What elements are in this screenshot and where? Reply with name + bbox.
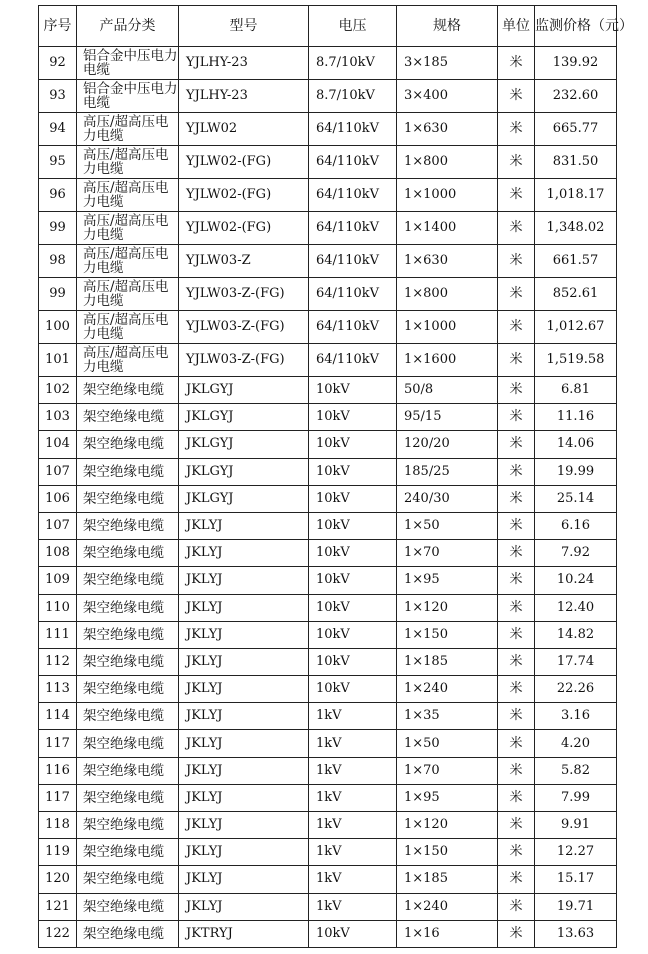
cell-category: 架空绝缘电缆 — [77, 621, 179, 648]
table-row — [39, 311, 617, 344]
cell-unit: 米 — [498, 47, 535, 80]
table-row — [39, 146, 617, 179]
cell-spec: 1×800 — [397, 146, 498, 179]
cell-price: 13.63 — [535, 920, 617, 947]
cell-unit: 米 — [498, 540, 535, 567]
cell-no: 121 — [39, 893, 77, 920]
cell-category: 架空绝缘电缆 — [77, 377, 179, 404]
cell-no: 103 — [39, 404, 77, 431]
cell-model: YJLW03-Z-(FG) — [179, 311, 309, 344]
cell-voltage: 1kV — [309, 812, 397, 839]
cell-unit: 米 — [498, 920, 535, 947]
cell-category: 架空绝缘电缆 — [77, 485, 179, 512]
cell-no: 117 — [39, 730, 77, 757]
cell-unit: 米 — [498, 757, 535, 784]
cell-price: 12.27 — [535, 839, 617, 866]
cell-unit: 米 — [498, 839, 535, 866]
cell-unit: 米 — [498, 431, 535, 458]
cell-price: 11.16 — [535, 404, 617, 431]
cell-spec: 1×1000 — [397, 311, 498, 344]
cell-voltage: 64/110kV — [309, 113, 397, 146]
cell-voltage: 10kV — [309, 567, 397, 594]
cell-voltage: 10kV — [309, 431, 397, 458]
table-row — [39, 703, 617, 730]
cell-price: 6.16 — [535, 512, 617, 539]
cell-category: 架空绝缘电缆 — [77, 866, 179, 893]
cell-voltage: 10kV — [309, 458, 397, 485]
cell-unit: 米 — [498, 404, 535, 431]
header-spec: 规格 — [397, 6, 498, 47]
cell-model: YJLW03-Z-(FG) — [179, 278, 309, 311]
table-row — [39, 567, 617, 594]
table-row — [39, 730, 617, 757]
cell-spec: 1×150 — [397, 621, 498, 648]
table-row — [39, 621, 617, 648]
table-row — [39, 540, 617, 567]
cell-spec: 1×630 — [397, 113, 498, 146]
cell-price: 19.99 — [535, 458, 617, 485]
cell-model: JKLYJ — [179, 648, 309, 675]
cell-voltage: 64/110kV — [309, 311, 397, 344]
table-row — [39, 344, 617, 377]
table-row — [39, 893, 617, 920]
cell-category: 架空绝缘电缆 — [77, 648, 179, 675]
cell-model: JKLYJ — [179, 812, 309, 839]
cell-model: YJLW03-Z-(FG) — [179, 344, 309, 377]
cell-voltage: 10kV — [309, 648, 397, 675]
cell-voltage: 10kV — [309, 377, 397, 404]
cell-spec: 1×35 — [397, 703, 498, 730]
cell-price: 1,519.58 — [535, 344, 617, 377]
cell-spec: 1×240 — [397, 676, 498, 703]
cell-model: JKLYJ — [179, 594, 309, 621]
cell-price: 14.06 — [535, 431, 617, 458]
cell-voltage: 1kV — [309, 703, 397, 730]
cell-no: 110 — [39, 594, 77, 621]
cell-voltage: 10kV — [309, 676, 397, 703]
cell-category: 铝合金中压电力电缆 — [77, 80, 179, 113]
header-unit: 单位 — [498, 6, 535, 47]
cell-unit: 米 — [498, 812, 535, 839]
table-row — [39, 278, 617, 311]
cell-no: 108 — [39, 540, 77, 567]
cell-voltage: 1kV — [309, 757, 397, 784]
cell-unit: 米 — [498, 278, 535, 311]
cell-price: 12.40 — [535, 594, 617, 621]
cell-model: JKLYJ — [179, 839, 309, 866]
cell-no: 94 — [39, 113, 77, 146]
cell-unit: 米 — [498, 80, 535, 113]
cell-no: 117 — [39, 784, 77, 811]
table-row — [39, 212, 617, 245]
cell-category: 架空绝缘电缆 — [77, 404, 179, 431]
cell-unit: 米 — [498, 146, 535, 179]
cell-no: 101 — [39, 344, 77, 377]
cell-category: 高压/超高压电力电缆 — [77, 344, 179, 377]
table-row — [39, 113, 617, 146]
cell-voltage: 64/110kV — [309, 179, 397, 212]
table-row — [39, 485, 617, 512]
cell-category: 架空绝缘电缆 — [77, 839, 179, 866]
cell-spec: 1×120 — [397, 594, 498, 621]
cell-voltage: 8.7/10kV — [309, 80, 397, 113]
cell-category: 架空绝缘电缆 — [77, 812, 179, 839]
cell-spec: 240/30 — [397, 485, 498, 512]
header-category: 产品分类 — [77, 6, 179, 47]
cell-spec: 1×1600 — [397, 344, 498, 377]
cell-model: JKLYJ — [179, 703, 309, 730]
cell-no: 122 — [39, 920, 77, 947]
cell-category: 高压/超高压电力电缆 — [77, 146, 179, 179]
cell-spec: 120/20 — [397, 431, 498, 458]
cell-unit: 米 — [498, 594, 535, 621]
header-no: 序号 — [39, 6, 77, 47]
cell-price: 14.82 — [535, 621, 617, 648]
cell-unit: 米 — [498, 512, 535, 539]
cell-price: 4.20 — [535, 730, 617, 757]
cell-voltage: 1kV — [309, 839, 397, 866]
cell-model: JKLYJ — [179, 784, 309, 811]
table-row — [39, 920, 617, 947]
cell-spec: 3×185 — [397, 47, 498, 80]
table-header — [39, 6, 633, 47]
cell-model: YJLHY-23 — [179, 47, 309, 80]
cell-unit: 米 — [498, 344, 535, 377]
cell-price: 831.50 — [535, 146, 617, 179]
table-row — [39, 404, 617, 431]
table-row — [39, 676, 617, 703]
cell-unit: 米 — [498, 676, 535, 703]
cell-voltage: 10kV — [309, 540, 397, 567]
cell-no: 118 — [39, 812, 77, 839]
table-row — [39, 594, 617, 621]
cell-spec: 1×120 — [397, 812, 498, 839]
cell-price: 665.77 — [535, 113, 617, 146]
cell-unit: 米 — [498, 245, 535, 278]
cell-spec: 1×16 — [397, 920, 498, 947]
header-voltage: 电压 — [309, 6, 397, 47]
table-row — [39, 839, 617, 866]
cell-price: 5.82 — [535, 757, 617, 784]
cell-spec: 1×1000 — [397, 179, 498, 212]
cell-spec: 1×70 — [397, 757, 498, 784]
cell-model: JKLYJ — [179, 893, 309, 920]
cell-unit: 米 — [498, 485, 535, 512]
table-row — [39, 757, 617, 784]
cell-model: JKLYJ — [179, 866, 309, 893]
cell-price: 7.99 — [535, 784, 617, 811]
cell-no: 107 — [39, 458, 77, 485]
cell-model: JKLGYJ — [179, 431, 309, 458]
header-price: 监测价格（元） — [535, 6, 617, 47]
cell-no: 112 — [39, 648, 77, 675]
table-row — [39, 866, 617, 893]
cell-model: JKLGYJ — [179, 404, 309, 431]
cell-model: JKLYJ — [179, 540, 309, 567]
cell-voltage: 1kV — [309, 730, 397, 757]
cell-voltage: 10kV — [309, 594, 397, 621]
cell-category: 架空绝缘电缆 — [77, 431, 179, 458]
cell-price: 1,018.17 — [535, 179, 617, 212]
cell-no: 93 — [39, 80, 77, 113]
cell-model: YJLW02-(FG) — [179, 212, 309, 245]
cell-unit: 米 — [498, 621, 535, 648]
cell-unit: 米 — [498, 648, 535, 675]
cell-category: 架空绝缘电缆 — [77, 730, 179, 757]
cell-no: 106 — [39, 485, 77, 512]
cell-price: 1,012.67 — [535, 311, 617, 344]
table-row — [39, 377, 617, 404]
cell-model: JKLGYJ — [179, 377, 309, 404]
cell-unit: 米 — [498, 212, 535, 245]
cell-no: 109 — [39, 567, 77, 594]
cell-category: 架空绝缘电缆 — [77, 458, 179, 485]
cell-unit: 米 — [498, 567, 535, 594]
cell-spec: 1×240 — [397, 893, 498, 920]
cell-model: JKLYJ — [179, 757, 309, 784]
cell-category: 高压/超高压电力电缆 — [77, 179, 179, 212]
cell-model: JKLYJ — [179, 512, 309, 539]
cell-voltage: 10kV — [309, 621, 397, 648]
cell-no: 95 — [39, 146, 77, 179]
cell-spec: 3×400 — [397, 80, 498, 113]
table-row — [39, 458, 617, 485]
cell-model: YJLHY-23 — [179, 80, 309, 113]
cell-spec: 1×630 — [397, 245, 498, 278]
cell-price: 6.81 — [535, 377, 617, 404]
cell-spec: 1×1400 — [397, 212, 498, 245]
cell-no: 107 — [39, 512, 77, 539]
cell-price: 25.14 — [535, 485, 617, 512]
cell-voltage: 10kV — [309, 920, 397, 947]
cell-category: 铝合金中压电力电缆 — [77, 47, 179, 80]
table-row — [39, 431, 617, 458]
cell-voltage: 8.7/10kV — [309, 47, 397, 80]
cell-voltage: 64/110kV — [309, 344, 397, 377]
cell-voltage: 10kV — [309, 404, 397, 431]
cell-unit: 米 — [498, 377, 535, 404]
cell-voltage: 10kV — [309, 485, 397, 512]
cell-price: 22.26 — [535, 676, 617, 703]
cell-price: 661.57 — [535, 245, 617, 278]
cell-category: 高压/超高压电力电缆 — [77, 311, 179, 344]
cell-category: 高压/超高压电力电缆 — [77, 212, 179, 245]
cell-unit: 米 — [498, 311, 535, 344]
cell-category: 架空绝缘电缆 — [77, 893, 179, 920]
cell-category: 高压/超高压电力电缆 — [77, 245, 179, 278]
cell-price: 1,348.02 — [535, 212, 617, 245]
cell-spec: 1×95 — [397, 784, 498, 811]
cell-no: 96 — [39, 179, 77, 212]
price-table — [38, 5, 633, 948]
cell-price: 10.24 — [535, 567, 617, 594]
cell-voltage: 10kV — [309, 512, 397, 539]
table-row — [39, 47, 617, 80]
cell-price: 17.74 — [535, 648, 617, 675]
cell-category: 架空绝缘电缆 — [77, 512, 179, 539]
cell-voltage: 64/110kV — [309, 212, 397, 245]
cell-spec: 1×150 — [397, 839, 498, 866]
cell-model: JKLYJ — [179, 567, 309, 594]
cell-price: 7.92 — [535, 540, 617, 567]
cell-no: 104 — [39, 431, 77, 458]
cell-voltage: 64/110kV — [309, 245, 397, 278]
cell-unit: 米 — [498, 179, 535, 212]
cell-no: 120 — [39, 866, 77, 893]
cell-category: 架空绝缘电缆 — [77, 540, 179, 567]
cell-no: 92 — [39, 47, 77, 80]
header-model: 型号 — [179, 6, 309, 47]
cell-spec: 1×185 — [397, 866, 498, 893]
cell-model: YJLW02-(FG) — [179, 179, 309, 212]
cell-category: 高压/超高压电力电缆 — [77, 278, 179, 311]
cell-spec: 1×70 — [397, 540, 498, 567]
cell-no: 102 — [39, 377, 77, 404]
cell-voltage: 1kV — [309, 866, 397, 893]
cell-category: 架空绝缘电缆 — [77, 920, 179, 947]
cell-voltage: 64/110kV — [309, 146, 397, 179]
cell-category: 架空绝缘电缆 — [77, 757, 179, 784]
cell-spec: 1×50 — [397, 512, 498, 539]
cell-voltage: 1kV — [309, 893, 397, 920]
cell-model: YJLW02 — [179, 113, 309, 146]
cell-price: 852.61 — [535, 278, 617, 311]
cell-unit: 米 — [498, 784, 535, 811]
cell-spec: 1×50 — [397, 730, 498, 757]
cell-no: 113 — [39, 676, 77, 703]
table-row — [39, 512, 617, 539]
cell-category: 架空绝缘电缆 — [77, 703, 179, 730]
cell-voltage: 1kV — [309, 784, 397, 811]
cell-model: JKLYJ — [179, 730, 309, 757]
cell-unit: 米 — [498, 866, 535, 893]
table-row — [39, 784, 617, 811]
cell-model: JKLGYJ — [179, 485, 309, 512]
cell-spec: 95/15 — [397, 404, 498, 431]
cell-no: 119 — [39, 839, 77, 866]
cell-unit: 米 — [498, 458, 535, 485]
cell-category: 架空绝缘电缆 — [77, 567, 179, 594]
cell-spec: 50/8 — [397, 377, 498, 404]
table-row — [39, 80, 617, 113]
cell-price: 19.71 — [535, 893, 617, 920]
cell-category: 架空绝缘电缆 — [77, 676, 179, 703]
cell-price: 139.92 — [535, 47, 617, 80]
cell-price: 9.91 — [535, 812, 617, 839]
cell-model: YJLW02-(FG) — [179, 146, 309, 179]
cell-no: 111 — [39, 621, 77, 648]
cell-unit: 米 — [498, 893, 535, 920]
table-body — [39, 47, 617, 948]
cell-unit: 米 — [498, 113, 535, 146]
cell-no: 114 — [39, 703, 77, 730]
cell-no: 98 — [39, 245, 77, 278]
cell-category: 架空绝缘电缆 — [77, 784, 179, 811]
cell-category: 架空绝缘电缆 — [77, 594, 179, 621]
cell-unit: 米 — [498, 730, 535, 757]
cell-spec: 1×95 — [397, 567, 498, 594]
cell-unit: 米 — [498, 703, 535, 730]
cell-no: 99 — [39, 278, 77, 311]
cell-spec: 1×185 — [397, 648, 498, 675]
cell-model: JKTRYJ — [179, 920, 309, 947]
cell-spec: 185/25 — [397, 458, 498, 485]
cell-price: 3.16 — [535, 703, 617, 730]
cell-model: YJLW03-Z — [179, 245, 309, 278]
cell-price: 15.17 — [535, 866, 617, 893]
table-row — [39, 648, 617, 675]
table-row — [39, 812, 617, 839]
cell-model: JKLYJ — [179, 676, 309, 703]
cell-no: 99 — [39, 212, 77, 245]
table-row — [39, 245, 617, 278]
cell-model: JKLYJ — [179, 621, 309, 648]
cell-spec: 1×800 — [397, 278, 498, 311]
table-row — [39, 179, 617, 212]
cell-category: 高压/超高压电力电缆 — [77, 113, 179, 146]
cell-voltage: 64/110kV — [309, 278, 397, 311]
cell-no: 100 — [39, 311, 77, 344]
cell-model: JKLGYJ — [179, 458, 309, 485]
cell-price: 232.60 — [535, 80, 617, 113]
cell-no: 116 — [39, 757, 77, 784]
